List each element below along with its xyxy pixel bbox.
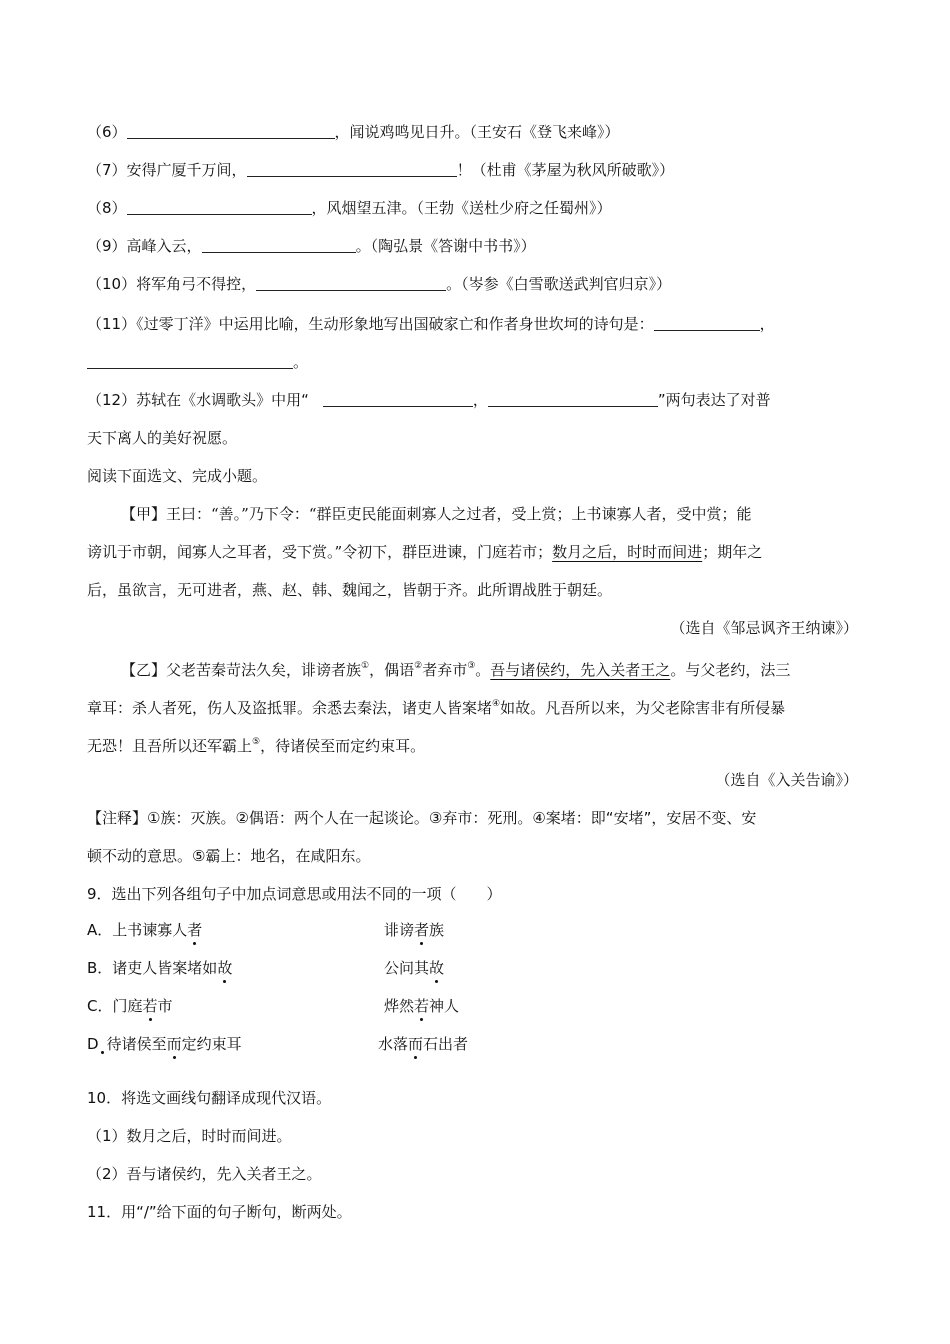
option-c[interactable]: C．门庭若市 烨然若神人	[87, 997, 460, 1015]
answer-blank[interactable]	[256, 275, 446, 291]
option-d[interactable]: D 待诸侯至而定约束耳 水落而石出者	[87, 1035, 469, 1053]
dotted-word: 而	[166, 1035, 182, 1053]
dotted-word: 者	[187, 921, 203, 939]
option-a[interactable]: A．上书谏寡人者 诽谤者族	[87, 921, 445, 939]
dotted-word: 故	[429, 959, 445, 977]
answer-blank[interactable]	[654, 315, 760, 331]
dotted-word: 者	[414, 921, 430, 939]
fill-blank-q11-line2: 。	[87, 352, 308, 372]
passage-jia-line3: 后，虽欲言，无可进者，燕、赵、韩、魏闻之，皆朝于齐。此所谓战胜于朝廷。	[87, 581, 613, 599]
footnote-marker: ②	[414, 661, 423, 671]
passage-jia-line2: 谤讥于市朝，闻寡人之耳者，受下赏。”令初下，群臣进谏，门庭若市；数月之后，时时而间进；期年之	[87, 543, 763, 561]
footnote-marker: ④	[492, 699, 501, 709]
passage-yi-line2: 章耳：杀人者死，伤人及盗抵罪。余悉去秦法，诸吏人皆案堵④如故。凡吾所以来，为父老除害非有所侵暴	[87, 699, 786, 717]
passage-jia-line1: 【甲】王曰：“善。”乃下令：“群臣吏民能面刺寡人之过者，受上赏；上书谏寡人者，受中赏；能	[121, 505, 752, 523]
passage-yi-line3: 无恐！且吾所以还军霸上⑤，待诸侯至而定约束耳。	[87, 737, 426, 755]
dotted-word: 若	[142, 997, 158, 1015]
fill-blank-q11: （11）《过零丁洋》中运用比喻，生动形象地写出国破家亡和作者身世坎坷的诗句是： ，	[87, 315, 775, 333]
fill-blank-q12-line2: 天下离人的美好祝愿。	[87, 429, 238, 447]
option-b-compare: 公问其故	[384, 959, 445, 977]
fill-blank-q10: （10）将军角弓不得控， 。（岑参《白雪歌送武判官归京》）	[87, 275, 672, 293]
fill-blank-q12: （12）苏轼在《水调歌头》中用“ ， ”两句表达了对普	[87, 391, 771, 409]
option-a-compare: 诽谤者族	[384, 921, 445, 939]
dotted-word: 而	[408, 1035, 424, 1053]
notes-line1: 【注释】①族：灭族。②偶语：两个人在一起谈论。③弃市：死刑。④案堵：即“安堵”，安居不变、安	[87, 809, 757, 827]
passage-yi-source: （选自《入关告谕》）	[715, 771, 858, 789]
answer-blank[interactable]	[127, 199, 312, 215]
fill-blank-q7: （7）安得广厦千万间， ！（杜甫《茅屋为秋风所破歌》）	[87, 161, 675, 179]
fill-blank-q9: （9）高峰入云， 。（陶弘景《答谢中书书》）	[87, 237, 536, 255]
passage-yi-line1: 【乙】父老苦秦苛法久矣，诽谤者族①，偶语②者弃市③。吾与诸侯约，先入关者王之。与父老约，法三	[121, 661, 791, 679]
notes-line2: 顿不动的意思。⑤霸上：地名，在咸阳东。	[87, 847, 371, 865]
question-9-stem: 9．选出下列各组句子中加点词意思或用法不同的一项（ ）	[87, 885, 502, 903]
footnote-marker: ①	[361, 661, 370, 671]
dotted-word: 若	[414, 997, 430, 1015]
reading-intro: 阅读下面选文、完成小题。	[87, 467, 268, 485]
answer-blank[interactable]	[87, 353, 293, 369]
fill-blank-q8: （8） ，风烟望五津。（王勃《送杜少府之任蜀州》）	[87, 199, 612, 217]
option-d-compare: 水落而石出者	[378, 1035, 469, 1053]
passage-jia-source: （选自《邹忌讽齐王纳谏》）	[670, 619, 858, 637]
question-10-stem: 10．将选文画线句翻译成现代汉语。	[87, 1089, 332, 1107]
option-b[interactable]: B．诸吏人皆案堵如故 公问其故	[87, 959, 445, 977]
question-11-stem: 11．用“/”给下面的句子断句，断两处。	[87, 1203, 352, 1221]
footnote-marker: ③	[467, 661, 476, 671]
answer-blank[interactable]	[202, 237, 356, 253]
underlined-sentence: 数月之后，时时而间进	[552, 543, 703, 561]
answer-blank[interactable]	[247, 161, 457, 177]
underlined-sentence: 吾与诸侯约，先入关者王之	[490, 661, 671, 679]
answer-blank[interactable]	[488, 391, 658, 407]
fill-blank-q6: （6） ，闻说鸡鸣见日升。（王安石《登飞来峰》）	[87, 123, 620, 141]
question-10-sentence-1: （1）数月之后，时时而间进。	[87, 1127, 292, 1145]
answer-blank[interactable]	[127, 123, 335, 139]
footnote-marker: ⑤	[252, 737, 261, 747]
dotted-word: 故	[217, 959, 233, 977]
answer-blank[interactable]	[323, 391, 473, 407]
option-c-compare: 烨然若神人	[384, 997, 460, 1015]
question-10-sentence-2: （2）吾与诸侯约，先入关者王之。	[87, 1165, 322, 1183]
